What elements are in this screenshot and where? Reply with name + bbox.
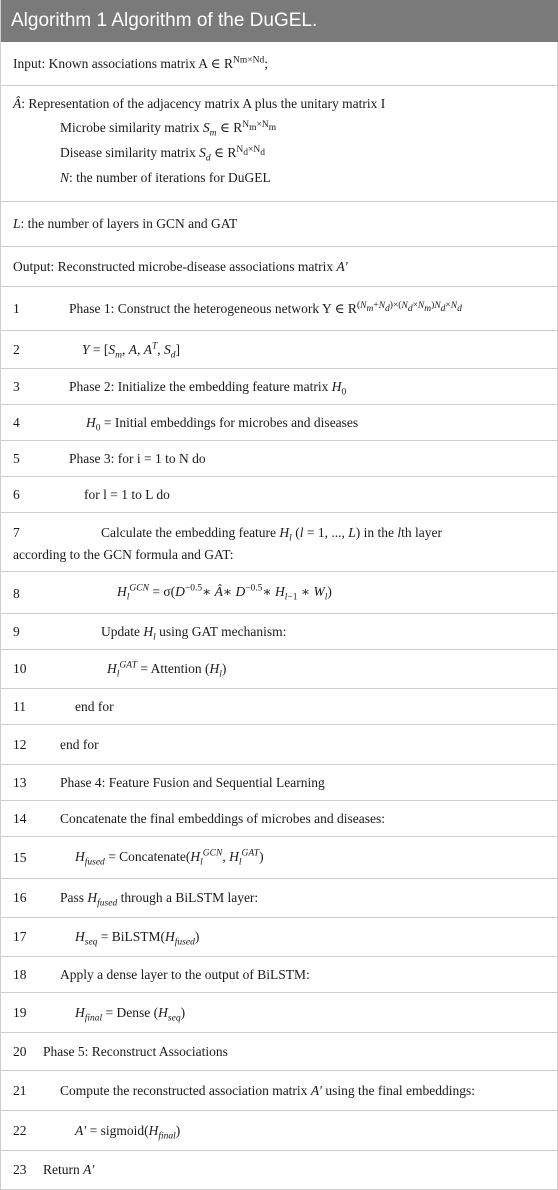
output-text: Output: Reconstructed microbe-disease associations matrix A′ — [13, 259, 348, 274]
step-text-line2: according to the GCN formula and GAT: — [13, 547, 234, 562]
step-number: 8 — [13, 586, 20, 601]
step-number: 23 — [13, 1162, 27, 1177]
iters-line: N: the number of iterations for DuGEL — [60, 170, 271, 185]
step-row — [1, 689, 557, 725]
step-number: 9 — [13, 624, 20, 639]
step-text: Phase 2: Initialize the embedding feature matrix $H_0$ — [69, 379, 347, 398]
step-text: for l = 1 to L do — [84, 487, 170, 502]
step-row — [1, 957, 557, 993]
step-row — [1, 650, 557, 689]
step-number: 13 — [13, 775, 27, 790]
step-text: $H_{seq}$ = $BiLSTM(H_{fused})$ — [75, 929, 200, 948]
layers-row — [1, 202, 557, 247]
step-number: 14 — [13, 811, 27, 826]
step-row — [1, 879, 557, 918]
step-number: 7 — [13, 525, 20, 540]
step-row — [1, 369, 557, 405]
step-number: 2 — [13, 342, 20, 357]
step-row — [1, 331, 557, 369]
step-row — [1, 287, 557, 331]
step-text: end for — [60, 737, 99, 752]
step-text: Update $H_l$ using GAT mechanism: — [101, 624, 287, 643]
step-text: $Y = [S_m$, A, $A^T$, $S_d$] — [82, 341, 181, 361]
step-number: 17 — [13, 929, 27, 944]
step-row — [1, 1111, 557, 1151]
step-number: 1 — [13, 301, 20, 316]
step-row — [1, 837, 557, 879]
step-row — [1, 405, 557, 441]
step-row — [1, 1151, 557, 1190]
step-text: Calculate the embedding feature $H_l$ (l = 1, ..., L) in the lth layer — [101, 525, 442, 544]
step-row — [1, 993, 557, 1033]
step-text: $A' = sigmoid(H_{final})$ — [75, 1123, 181, 1142]
step-text: $H_l^{GCN}$ = $\sigma(D^{-0.5}∗$ Â∗ $D^{-0.5}∗$ $H_{l-1}$ ∗ $W_l$) — [117, 583, 332, 603]
step-number: 18 — [13, 967, 27, 982]
step-row — [1, 614, 557, 650]
step-text: Apply a dense layer to the output of BiLSTM: — [60, 967, 310, 982]
step-text: Phase 1: Construct the heterogeneous network Y ∈ $R^{(N_m+N_d)\times(N_d\times N_m)N_d\times N_d}$ — [69, 300, 462, 316]
step-row — [1, 918, 557, 957]
step-row — [1, 513, 557, 572]
step-text: $H_l^{GAT}$ = Attention $(H_l)$ — [107, 660, 227, 680]
step-number: 6 — [13, 487, 20, 502]
step-text: Phase 5: Reconstruct Associations — [43, 1044, 228, 1059]
step-text: Compute the reconstructed association matrix A′ using the final embeddings: — [60, 1083, 475, 1098]
step-number: 5 — [13, 451, 20, 466]
step-number: 3 — [13, 379, 20, 394]
output-row — [1, 247, 557, 287]
step-number: 10 — [13, 661, 27, 676]
step-row — [1, 765, 557, 801]
step-number: 21 — [13, 1083, 27, 1098]
microbe-line: Microbe similarity matrix $S_m$ ∈ $R^{N_m\times N_m}$ — [60, 119, 277, 139]
layers-text: L: the number of layers in GCN and GAT — [13, 216, 238, 231]
step-number: 19 — [13, 1005, 27, 1020]
step-text: Phase 3: for i = 1 to N do — [69, 451, 206, 466]
step-text: $H_0$ = Initial embeddings for microbes and diseases — [86, 415, 359, 434]
step-text: $H_{fused}$ = $Concatenate(H_l^{GCN}$, $H_l^{GAT}$) — [75, 848, 264, 868]
step-row — [1, 725, 557, 765]
step-text: Concatenate the final embeddings of microbes and diseases: — [60, 811, 386, 826]
step-number: 22 — [13, 1123, 27, 1138]
params-row — [1, 86, 557, 202]
ahat-line: Â: Representation of the adjacency matrix A plus the unitary matrix I — [13, 96, 386, 111]
step-row — [1, 1033, 557, 1071]
step-number: 20 — [13, 1044, 27, 1059]
step-number: 15 — [13, 850, 27, 865]
step-text: Pass $H_{fused}$ through a BiLSTM layer: — [60, 890, 259, 909]
step-number: 11 — [13, 699, 26, 714]
step-row — [1, 572, 557, 614]
input-row — [1, 42, 557, 86]
step-row — [1, 1071, 557, 1111]
step-text: $H_{final}$ = Dense $(H_{seq})$ — [75, 1005, 186, 1024]
step-text: end for — [75, 699, 114, 714]
step-text: Phase 4: Feature Fusion and Sequential Learning — [60, 775, 325, 790]
step-row — [1, 477, 557, 513]
step-number: 4 — [13, 415, 20, 430]
step-row — [1, 441, 557, 477]
disease-line: Disease similarity matrix $S_d$ ∈ $R^{N_d\times N_d}$ — [60, 144, 265, 164]
step-number: 16 — [13, 890, 27, 905]
step-text: Return A′ — [43, 1162, 95, 1177]
input-text: Input: Known associations matrix A ∈ $R^{Nm\times Nd}$; — [13, 55, 268, 71]
step-row — [1, 801, 557, 837]
algorithm-title: Algorithm 1 Algorithm of the DuGEL. — [1, 0, 558, 42]
step-number: 12 — [13, 737, 27, 752]
